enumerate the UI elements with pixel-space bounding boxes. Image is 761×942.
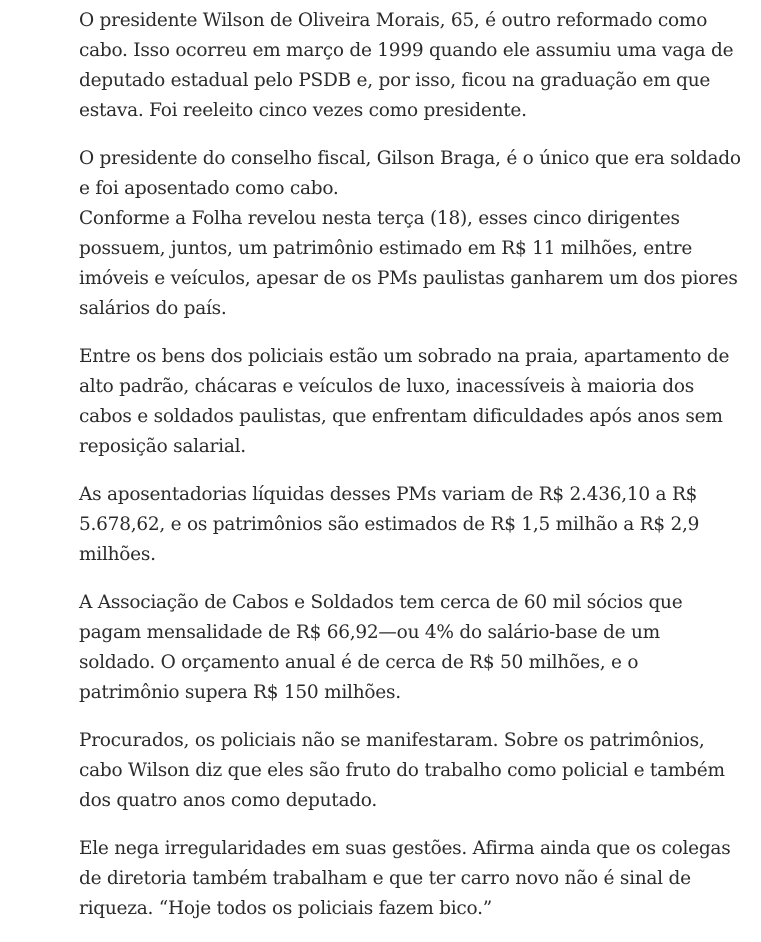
text-line: e foi aposentado como cabo.: [79, 178, 339, 199]
text-line: soldado. O orçamento anual é de cerca de R$ 50 milhões, e o: [79, 652, 639, 673]
article-paragraph-1: [79, 6, 739, 126]
text-line: O presidente Wilson de Oliveira Morais, 65, é outro reformado como: [79, 10, 708, 31]
article-paragraph-6: [79, 726, 739, 816]
article-body: [79, 6, 739, 942]
article-paragraph-2: [79, 144, 739, 324]
text-line: Ele nega irregularidades em suas gestões. Afirma ainda que os colegas: [79, 838, 731, 859]
text-line: 5.678,62, e os patrimônios são estimados de R$ 1,5 milhão a R$ 2,9: [79, 514, 700, 535]
text-line: pagam mensalidade de R$ 66,92—ou 4% do salário-base de um: [79, 622, 660, 643]
text-line: milhões.: [79, 544, 156, 565]
text-line: deputado estadual pelo PSDB e, por isso, ficou na graduação em que: [79, 70, 711, 91]
article-paragraph-4: [79, 480, 739, 570]
text-line: cabo Wilson diz que eles são fruto do trabalho como policial e também: [79, 760, 725, 781]
text-line: de diretoria também trabalham e que ter carro novo não é sinal de: [79, 868, 691, 889]
text-line: salários do país.: [79, 298, 227, 319]
text-line: dos quatro anos como deputado.: [79, 790, 378, 811]
text-line: patrimônio supera R$ 150 milhões.: [79, 682, 401, 703]
text-line: As aposentadorias líquidas desses PMs variam de R$ 2.436,10 a R$: [79, 484, 698, 505]
article-paragraph-3: [79, 342, 739, 462]
text-line: Procurados, os policiais não se manifestaram. Sobre os patrimônios,: [79, 730, 705, 751]
text-line: alto padrão, chácaras e veículos de luxo, inacessíveis à maioria dos: [79, 376, 694, 397]
text-line: imóveis e veículos, apesar de os PMs paulistas ganharem um dos piores: [79, 268, 738, 289]
text-line: possuem, juntos, um patrimônio estimado em R$ 11 milhões, entre: [79, 238, 693, 259]
text-line: Entre os bens dos policiais estão um sobrado na praia, apartamento de: [79, 346, 730, 367]
text-line: riqueza. “Hoje todos os policiais fazem bico.”: [79, 898, 492, 919]
article-paragraph-7: [79, 834, 739, 924]
text-line: cabos e soldados paulistas, que enfrentam dificuldades após anos sem: [79, 406, 723, 427]
text-line: O presidente do conselho fiscal, Gilson Braga, é o único que era soldado: [79, 148, 741, 169]
text-line: cabo. Isso ocorreu em março de 1999 quando ele assumiu uma vaga de: [79, 40, 734, 61]
text-line: Conforme a Folha revelou nesta terça (18), esses cinco dirigentes: [79, 208, 680, 229]
article-paragraph-5: [79, 588, 739, 708]
text-line: A Associação de Cabos e Soldados tem cerca de 60 mil sócios que: [79, 592, 683, 613]
text-line: reposição salarial.: [79, 436, 246, 457]
text-line: estava. Foi reeleito cinco vezes como presidente.: [79, 100, 527, 121]
